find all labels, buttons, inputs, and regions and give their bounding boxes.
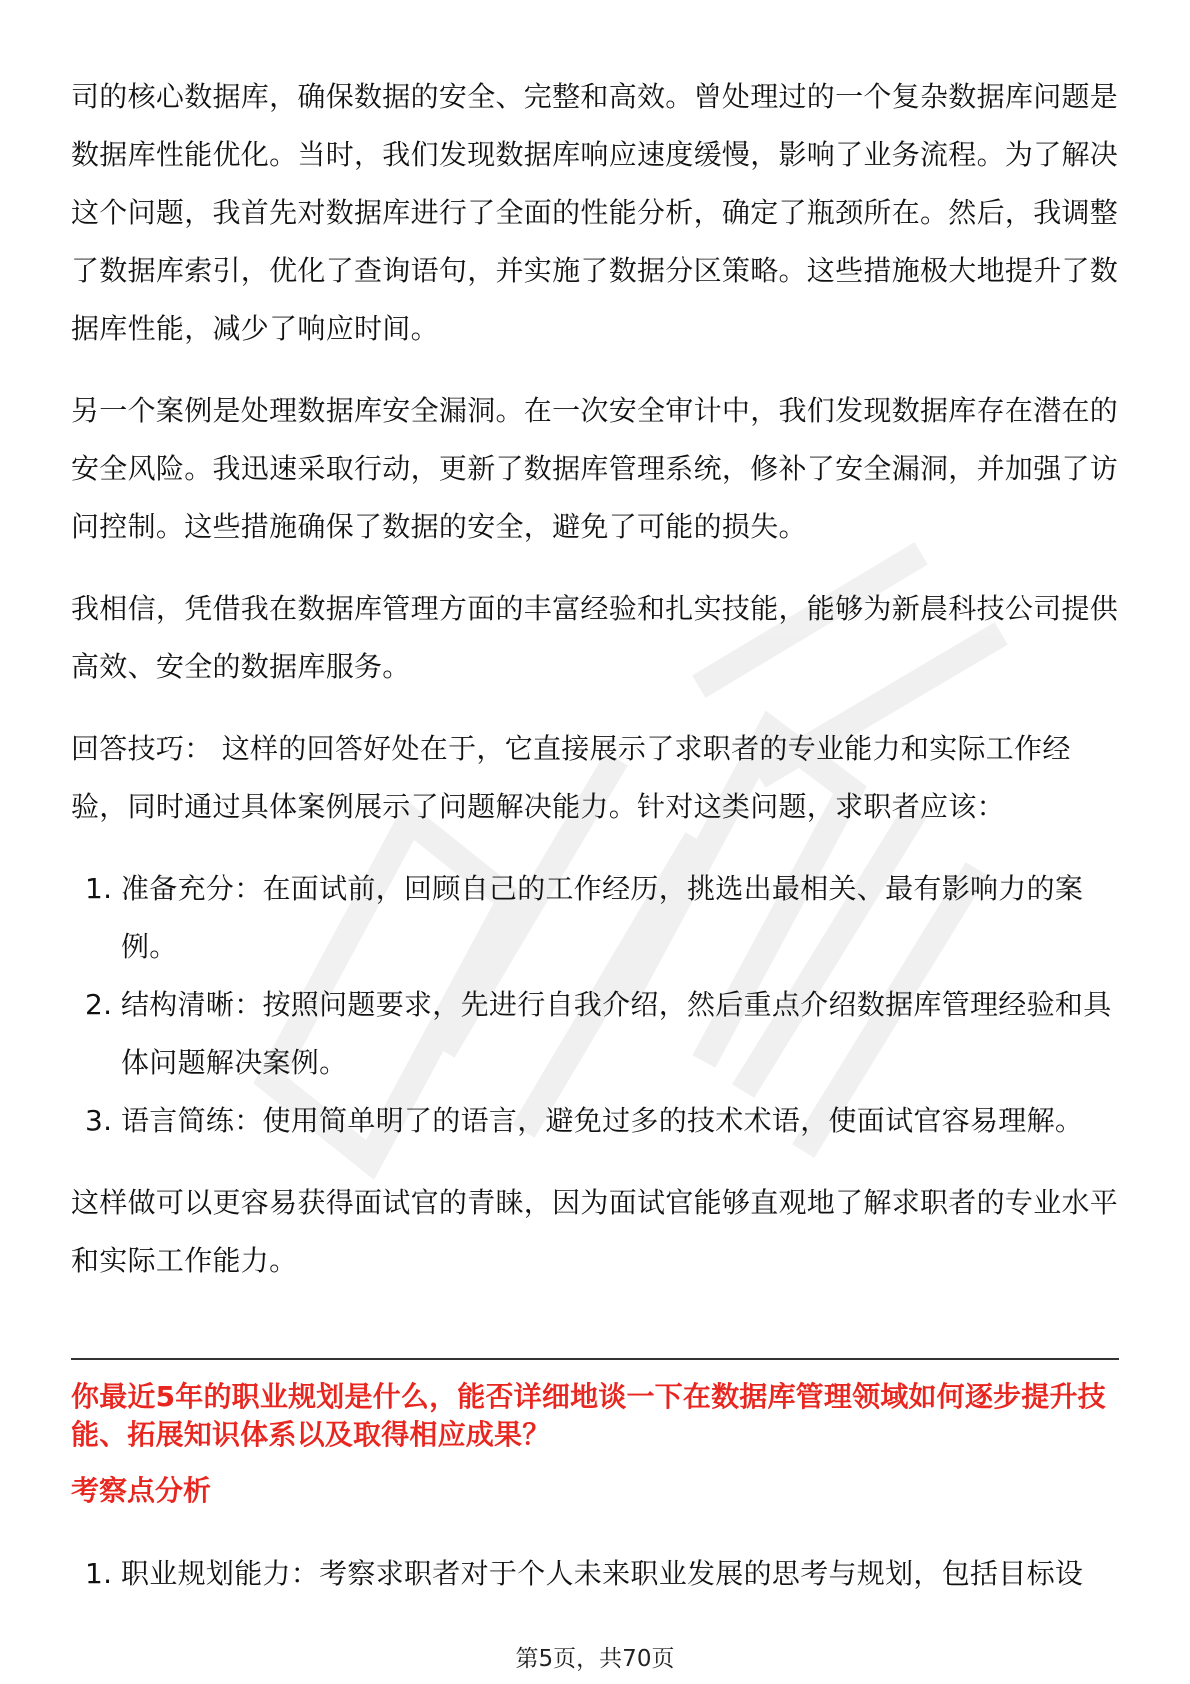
answer-tips-intro: 回答技巧： 这样的回答好处在于，它直接展示了求职者的专业能力和实际工作经验，同时通过具体案例展示了问题解决能力。针对这类问题，求职者应该：: [71, 732, 1071, 823]
section-heading: 考察点分析: [71, 1474, 212, 1507]
list-item: [71, 1092, 1119, 1150]
list-number: 1.: [85, 872, 113, 905]
interview-question: 你最近5年的职业规划是什么，能否详细地谈一下在数据库管理领域如何逐步提升技能、拓展知识体系以及取得相应成果？: [71, 1380, 1106, 1451]
tips-list: [71, 860, 1119, 1150]
answer-paragraph-1: 司的核心数据库，确保数据的安全、完整和高效。曾处理过的一个复杂数据库问题是数据库性能优化。当时，我们发现数据库响应速度缓慢，影响了业务流程。为了解决这个问题，我首先对数据库进行了全面的性能分析，确定了瓶颈所在。然后，我调整了数据库索引，优化了查询语句，并实施了数据分区策略。这些措施极大地提升了数据库性能，减少了响应时间。: [71, 80, 1119, 345]
list-item-text: 结构清晰：按照问题要求，先进行自我介绍，然后重点介绍数据库管理经验和具体问题解决案例。: [121, 988, 1112, 1079]
list-item: [71, 1545, 1119, 1603]
list-item-text: 准备充分：在面试前，回顾自己的工作经历，挑选出最相关、最有影响力的案例。: [121, 872, 1084, 963]
list-number: 3.: [85, 1104, 113, 1137]
list-item: [71, 976, 1119, 1092]
list-item-text: 语言简练：使用简单明了的语言，避免过多的技术术语，使面试官容易理解。: [121, 1104, 1084, 1137]
list-number: 2.: [85, 988, 113, 1021]
closing-paragraph: 这样做可以更容易获得面试官的青睐，因为面试官能够直观地了解求职者的专业水平和实际工作能力。: [71, 1186, 1119, 1277]
answer-paragraph-2: 另一个案例是处理数据库安全漏洞。在一次安全审计中，我们发现数据库存在潜在的安全风险。我迅速采取行动，更新了数据库管理系统，修补了安全漏洞，并加强了访问控制。这些措施确保了数据的安全，避免了可能的损失。: [71, 394, 1119, 543]
answer-body: [71, 68, 1119, 1314]
page-number-footer: 第5页，共70页: [515, 1646, 675, 1672]
list-number: 1.: [85, 1557, 113, 1590]
list-item-text: 职业规划能力：考察求职者对于个人未来职业发展的思考与规划，包括目标设: [121, 1557, 1084, 1590]
answer-paragraph-3: 我相信，凭借我在数据库管理方面的丰富经验和扎实技能，能够为新晨科技公司提供高效、安全的数据库服务。: [71, 592, 1119, 683]
section-divider: [71, 1358, 1119, 1360]
analysis-items: [71, 1545, 1119, 1603]
list-item: [71, 860, 1119, 976]
analysis-list: [71, 1545, 1119, 1627]
